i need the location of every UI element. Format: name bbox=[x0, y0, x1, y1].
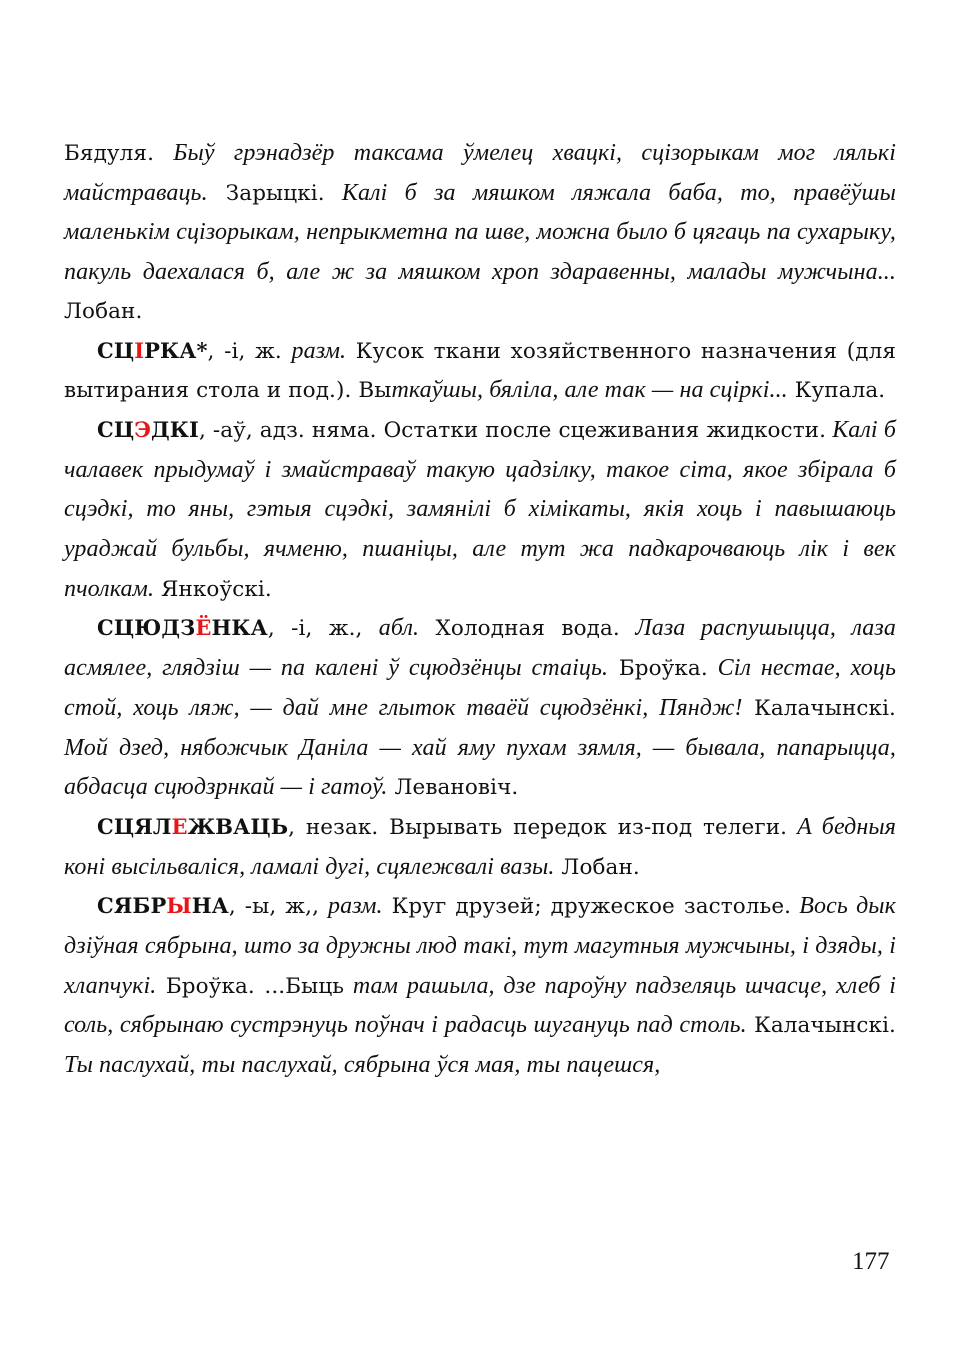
grammar-notes: , -ы, ж,, bbox=[228, 894, 329, 920]
usage-label: разм. bbox=[291, 337, 347, 364]
headword-part: НА bbox=[191, 893, 229, 919]
usage-label: абл. bbox=[378, 615, 420, 642]
definition: Круг друзей; дружеское застолье. bbox=[382, 894, 792, 920]
definition: Холодная вода. bbox=[419, 616, 620, 642]
quotation: Вось дык дзіўная сябрына, што за дружны люд такі, тут магутныя мужчыны, і дзяды, і хлапчукі. bbox=[64, 893, 896, 999]
dictionary-entry-sciudzionka bbox=[64, 609, 896, 808]
headword bbox=[97, 615, 268, 640]
headword-part: ДКІ bbox=[151, 416, 199, 442]
usage-label: разм. bbox=[328, 893, 383, 920]
grammar-notes: , -і, ж. bbox=[207, 338, 292, 364]
headword-part: РКА* bbox=[144, 337, 208, 363]
headword-part: СЦ bbox=[97, 337, 135, 363]
dictionary-entry-siabryna bbox=[64, 887, 896, 1086]
author-attribution: Купала. bbox=[787, 378, 886, 404]
stressed-letter: Э bbox=[134, 416, 152, 442]
definition: Вырывать передок из-под телеги. bbox=[378, 814, 788, 840]
dictionary-entry-scialezhvac bbox=[64, 808, 896, 887]
grammar-notes: , -і, ж., bbox=[267, 616, 379, 642]
dictionary-entry-scirka bbox=[64, 332, 896, 411]
quotation: ткаўшы, бяліла, але так — на сціркі... bbox=[391, 377, 788, 404]
quotation: там рашыла, дзе пароўну падзеляць шчасце, хлеб і соль, сябрынаю сустрэнуць поўнач і радасць шугануць пад столь. bbox=[64, 972, 896, 1039]
author-attribution: Калачынскі. bbox=[742, 695, 896, 721]
grammar-notes: , незак. bbox=[288, 814, 379, 840]
stressed-letter: Е bbox=[171, 813, 188, 839]
author-attribution: Броўка. bbox=[608, 656, 708, 682]
quotation: Калі б чалавек прыдумаў і змайстраваў такую цадзілку, такое сіта, якое збірала б сцэдкі, то яны, гэтыя сцэдкі, замянілі б хімікаты, якія хоць і павышаюць ураджай бульбы, ячменю, пшаніцы, але тут жа падкарочваюць лік і век пчолкам. bbox=[64, 416, 897, 602]
headword bbox=[97, 417, 199, 442]
author-attribution: Броўка. ...Быць bbox=[156, 973, 345, 999]
continuation-paragraph bbox=[64, 134, 896, 332]
quotation: Калі б за мяшком ляжала баба, то, правёўшы маленькім сцізорыкам, непрыкметна па шве, можна было б цягаць па сухарыку, пакуль даехалася б, але ж за мяшком хроп здаравенны, малады мужчына... bbox=[64, 179, 897, 286]
quotation: Мой дзед, нябожчык Даніла — хай яму пухам зямля, — бывала, папарыцца, абдасца сцюдзрнкай — і гатоў. bbox=[64, 734, 896, 801]
quotation: Быў грэнадзёр таксама ўмелец хвацкі, сцізорыкам мог лялькі майстраваць. bbox=[64, 140, 896, 206]
dictionary-page bbox=[64, 134, 896, 1086]
definition: Кусок ткани хозяйственного назначения (для вытирания стола и под.). Вы bbox=[64, 338, 896, 404]
quotation: А бедныя коні высільваліся, ламалі дугі, сцялежвалі вазы. bbox=[64, 813, 896, 880]
stressed-letter: Ё bbox=[195, 615, 212, 641]
page-number: 177 bbox=[852, 1248, 890, 1275]
author-attribution: Янкоўскі. bbox=[154, 576, 272, 602]
author-attribution: Лобан. bbox=[64, 298, 143, 324]
headword-part: СЦЯЛ bbox=[97, 813, 172, 839]
headword-part: НКА bbox=[211, 615, 268, 641]
stressed-letter: І bbox=[134, 337, 145, 363]
quotation: Сіл нестае, хоць стой, хоць ляж, — дай мне глыток тваёй сцюдзёнкі, Пяндж! bbox=[64, 655, 897, 721]
quotation: Лаза распушыцца, лаза асмялее, глядзіш — па калені ў сцюдзёнцы стаіць. bbox=[64, 615, 896, 682]
grammar-notes: , -аў, адз. няма. bbox=[198, 417, 377, 443]
headword-part: СЦЮДЗ bbox=[97, 615, 196, 641]
headword-part: ЖВАЦЬ bbox=[187, 813, 289, 839]
headword-part: СЯБР bbox=[97, 893, 167, 919]
headword bbox=[97, 338, 208, 363]
stressed-letter: Ы bbox=[166, 893, 192, 919]
author-attribution: Зарыцкі. bbox=[207, 180, 325, 206]
quotation: Ты паслухай, ты паслухай, сябрына ўся мая, ты пацешся, bbox=[64, 1052, 661, 1079]
headword bbox=[97, 814, 288, 839]
author-attribution: Левановіч. bbox=[387, 775, 519, 801]
author-attribution: Бядуля. bbox=[64, 141, 155, 166]
dictionary-entry-scedki bbox=[64, 411, 896, 610]
author-attribution: Калачынскі. bbox=[746, 1013, 896, 1039]
headword bbox=[97, 893, 229, 918]
author-attribution: Лобан. bbox=[554, 854, 640, 880]
headword-part: СЦ bbox=[97, 416, 135, 442]
definition: Остатки после сцеживания жидкости. bbox=[376, 417, 827, 443]
